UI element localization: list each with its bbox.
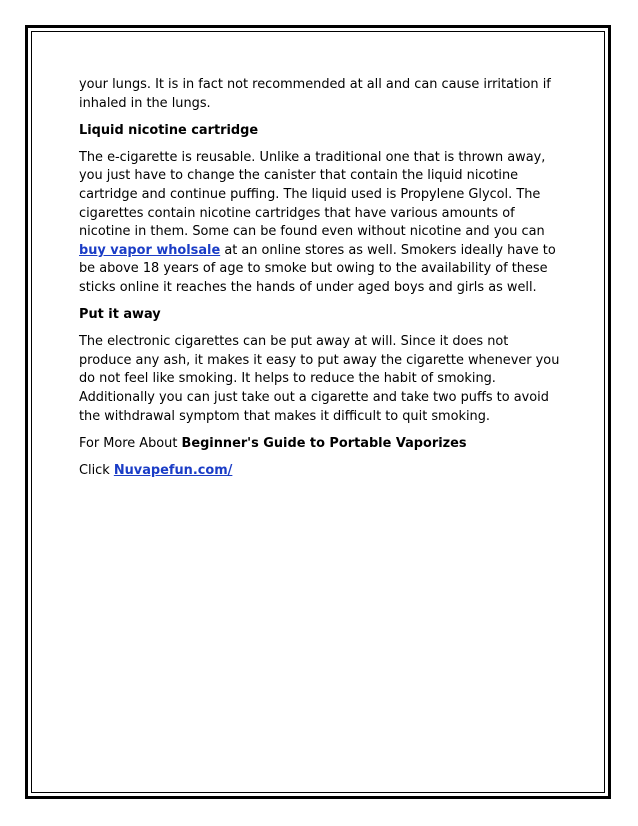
- nuvapefun-link[interactable]: Nuvapefun.com/: [113, 462, 233, 478]
- document-body: [79, 76, 560, 489]
- paragraph-text-part-1: The e-cigarette is reusable. Unlike a traditional one that is thrown away, you just have to change the canister that contain the liquid nicotine cartridge and continue puffing. The liquid used is Propylene Glycol. The cigarettes contain nicotine cartridges that have various amounts of nicotine in them. Some can be found even without nicotine and you can: [79, 149, 546, 240]
- more-about-title: Beginner's Guide to Portable Vaporizes: [181, 435, 467, 451]
- more-about-prefix: For More About: [79, 435, 182, 451]
- heading-put-it-away: Put it away: [79, 307, 161, 323]
- paragraph-e-cigarette-reusable: [79, 149, 560, 298]
- click-line: [79, 462, 560, 481]
- heading-liquid-nicotine-cartridge: Liquid nicotine cartridge: [79, 122, 259, 138]
- paragraph-put-away: The electronic cigarettes can be put away at will. Since it does not produce any ash, it makes it easy to put away the cigarette whenever you do not feel like smoking. It helps to reduce the habit of smoking. Additionally you can just take out a cigarette and take two puffs to avoid the withdrawal symptom that makes it difficult to quit smoking.: [79, 334, 560, 424]
- click-prefix: Click: [79, 462, 114, 478]
- buy-vapor-wholesale-link[interactable]: buy vapor wholsale: [79, 242, 221, 258]
- paragraph-lungs: your lungs. It is in fact not recommended at all and can cause irritation if inhaled in the lungs.: [79, 77, 551, 111]
- paragraph-text-part-2: at an online stores as well. Smokers ideally have to be above 18 years of age to smoke but owing to the availability of these sticks online it reaches the hands of under aged boys and girls as well.: [79, 242, 556, 295]
- more-about-line: [79, 435, 560, 454]
